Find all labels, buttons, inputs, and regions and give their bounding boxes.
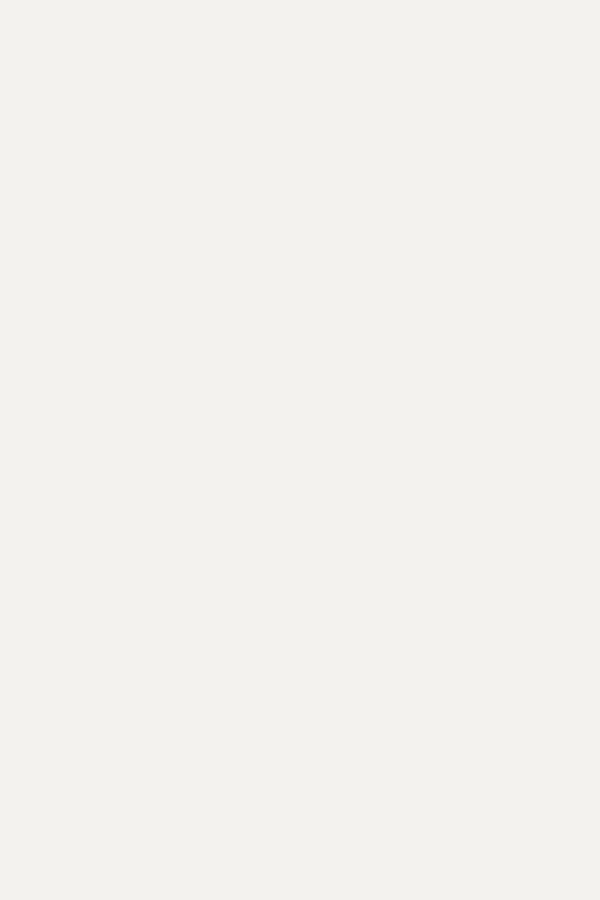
clause-item bbox=[131, 212, 141, 232]
clause-item bbox=[131, 325, 141, 345]
clause-item bbox=[131, 155, 141, 175]
clause-item bbox=[131, 269, 141, 289]
